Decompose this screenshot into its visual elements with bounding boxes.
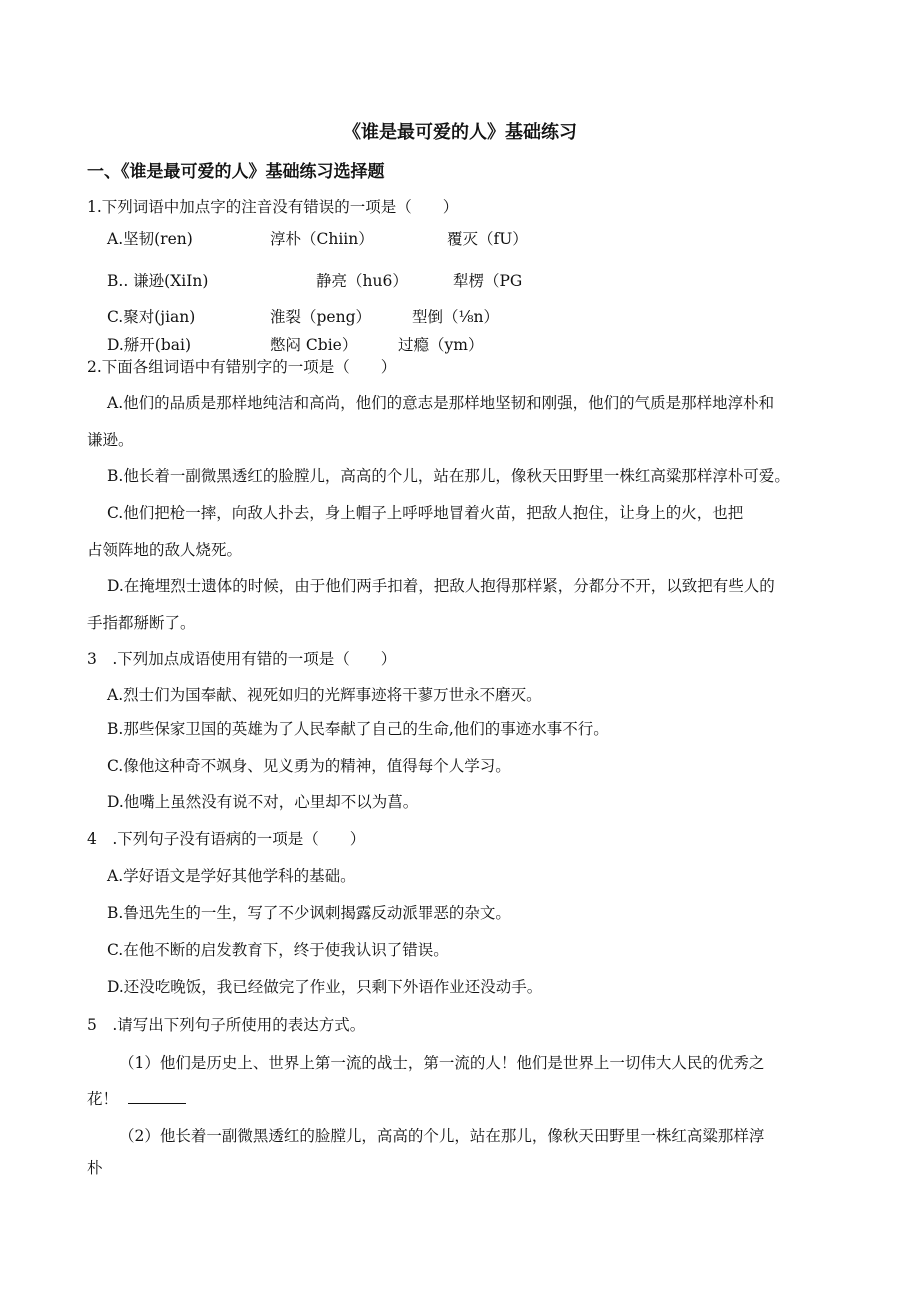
answer-blank-1[interactable] — [128, 1089, 186, 1104]
q5-sentence-1-end: 花！ — [87, 1090, 119, 1108]
question-3-stem: 3 .下列加点成语使用有错的一项是（ ） — [87, 650, 397, 668]
q1-option-c-3: 型倒（⅛n） — [412, 308, 500, 326]
q4-option-b: B.鲁迅先生的一生，写了不少讽刺揭露反动派罪恶的杂文。 — [107, 904, 511, 922]
q3-option-c: C.像他这种奇不飒身、见义勇为的精神，值得每个人学习。 — [107, 757, 511, 775]
q3-option-a: A.烈士们为国奉献、视死如归的光辉事迹将干蓼万世永不磨灭。 — [107, 686, 542, 704]
question-5-stem: 5 .请写出下列句子所使用的表达方式。 — [87, 1016, 366, 1034]
q1-option-a-3: 覆灭（fU） — [447, 230, 528, 248]
q1-option-d-2: 憋闷 Cbie） — [270, 336, 358, 354]
q1-option-c-1: C.聚对(jian) — [107, 308, 196, 326]
section-heading: 一、《谁是最可爱的人》基础练习选择题 — [87, 162, 385, 182]
q1-option-b-3: 犁楞（PG — [453, 272, 523, 290]
q2-option-d-line2: 手指都掰断了。 — [87, 614, 196, 632]
q5-sentence-2-line1: （2）他长着一副微黑透红的脸膛儿，高高的个儿，站在那儿，像秋天田野里一株红高粱那样淳 — [119, 1127, 765, 1145]
q2-option-c-line2: 占领阵地的敌人烧死。 — [87, 541, 243, 559]
q5-sentence-1-line2 — [87, 1089, 186, 1109]
q1-option-b-1: B.. 谦逊(XiIn) — [107, 272, 209, 290]
q2-option-d-line1: D.在掩埋烈士遗体的时候，由于他们两手扣着，把敌人抱得那样紧，分都分不开，以致把有些人的 — [107, 577, 775, 595]
q1-option-d-3: 过瘾（ym） — [398, 336, 484, 354]
q2-option-a-line1: A.他们的品质是那样地纯洁和高尚，他们的意志是那样地坚韧和刚强，他们的气质是那样地淳朴和 — [107, 394, 775, 412]
page-title: 《谁是最可爱的人》基础练习 — [343, 122, 577, 143]
q4-option-a: A.学好语文是学好其他学科的基础。 — [107, 867, 356, 885]
q1-option-c-2: 淮裂（peng） — [270, 308, 372, 326]
question-2-stem: 2.下面各组词语中有错别字的一项是（ ） — [87, 358, 397, 376]
q2-option-b: B.他长着一副微黑透红的脸膛儿，高高的个儿，站在那儿，像秋天田野里一株红高粱那样淳朴可爱。 — [107, 467, 790, 485]
q3-option-b: B.那些保家卫国的英雄为了人民奉献了自己的生命,他们的事迹水事不行。 — [107, 720, 609, 738]
q2-option-a-line2: 谦逊。 — [87, 431, 134, 449]
q5-sentence-1-line1: （1）他们是历史上、世界上第一流的战士，第一流的人！他们是世界上一切伟大人民的优秀之 — [119, 1054, 765, 1072]
q1-option-b-2: 静亮（hu6） — [316, 272, 408, 290]
question-1-stem: 1.下列词语中加点字的注音没有错误的一项是（ ） — [87, 198, 459, 216]
q1-option-d-1: D.掰开(bai) — [107, 336, 192, 354]
q1-option-a-1: A.坚韧(ren) — [107, 230, 193, 248]
q4-option-d: D.还没吃晚饭，我已经做完了作业，只剩下外语作业还没动手。 — [107, 978, 543, 996]
q2-option-c-line1: C.他们把枪一摔，向敌人扑去，身上帽子上呼呼地冒着火苗，把敌人抱住，让身上的火，也把 — [107, 504, 744, 522]
q3-option-d: D.他嘴上虽然没有说不对，心里却不以为菖。 — [107, 793, 419, 811]
q4-option-c: C.在他不断的启发教育下，终于使我认识了错误。 — [107, 941, 449, 959]
q1-option-a-2: 淳朴（Chiin） — [270, 230, 374, 248]
q5-sentence-2-line2: 朴 — [87, 1159, 103, 1177]
question-4-stem: 4 .下列句子没有语病的一项是（ ） — [87, 830, 366, 848]
